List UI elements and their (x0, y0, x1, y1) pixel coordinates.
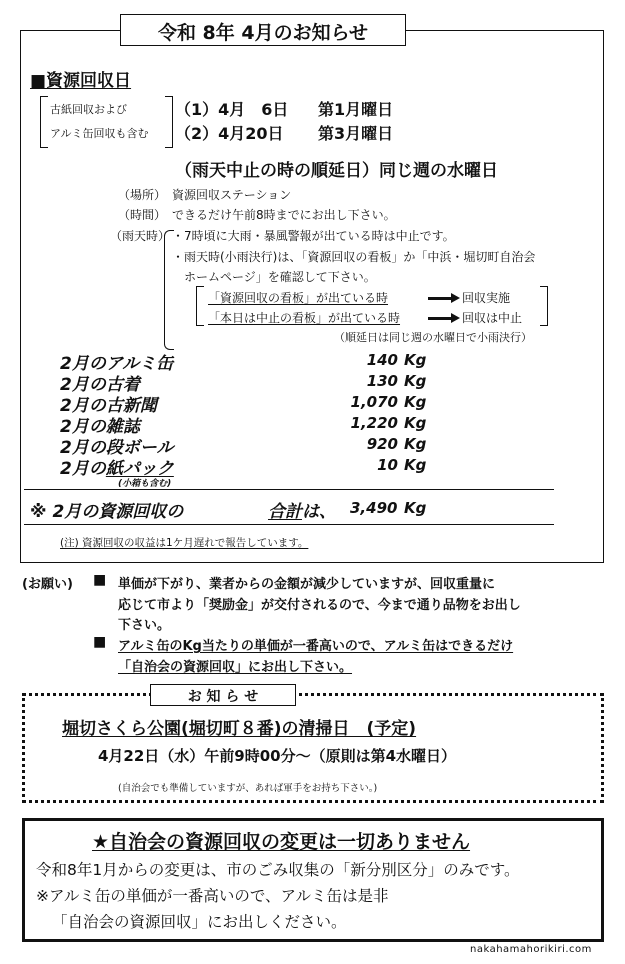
total-label (268, 497, 336, 522)
sign-bracket-right (540, 286, 548, 326)
rain-note: （雨天中止の時の順延日）同じ週の水曜日 (175, 161, 498, 181)
date-1-week: 第1月曜日 (318, 100, 394, 119)
total-rule-bottom (24, 524, 554, 525)
sign-1: 「資源回収の看板」が出ている時 (208, 291, 389, 305)
date-1: （1）4月 6日 (175, 100, 289, 119)
arrow-icon-2 (428, 317, 452, 320)
paper-label-2: アルミ缶回収も含む (50, 127, 149, 140)
paper-label-bracket (40, 96, 48, 148)
collection-unit-magazine: Kg (404, 414, 427, 432)
change-notice-title: ★自治会の資源回収の変更は一切ありません (92, 831, 471, 853)
sign-2-result: 回収は中止 (462, 311, 523, 325)
collection-unit-newspaper: Kg (404, 393, 427, 411)
collection-unit-clothes: Kg (404, 372, 427, 390)
collection-label-cardboard: 2月の段ボール (60, 438, 174, 458)
total-word: 合計 (268, 502, 302, 522)
collection-label-carton-prefix: 2月の (60, 459, 106, 479)
total-rule (24, 489, 554, 490)
footer-url[interactable]: nakahamahorikiri.com (470, 944, 592, 955)
date-2: （2）4月20日 (175, 124, 284, 143)
collection-unit-cardboard: Kg (404, 435, 427, 453)
postpone-note: （順延日は同じ週の水曜日で小雨決行） (334, 331, 532, 344)
time-label: （時間） (118, 208, 167, 222)
total-prefix: ※ 2月の資源回収の (30, 502, 184, 522)
section-heading: ■資源回収日 (30, 71, 132, 91)
change-notice-line-3: 「自治会の資源回収」にお出しください。 (52, 913, 347, 931)
bullet-icon-1: ■ (93, 572, 107, 588)
total-value: 3,490 (350, 499, 398, 517)
collection-label-newspaper: 2月の古新聞 (60, 396, 157, 416)
sign-2: 「本日は中止の看板」が出ている時 (208, 311, 401, 325)
collection-label-clothes: 2月の古着 (60, 375, 140, 395)
total-unit: Kg (404, 499, 427, 517)
rain-line-3: ホームページ」を確認して下さい。 (184, 270, 376, 284)
announcement-date: 4月22日（水）午前9時00分～（原則は第4水曜日） (98, 747, 457, 765)
collection-value-clothes: 130 (366, 372, 398, 390)
request-bullet-2-line-2: 「自治会の資源回収」にお出し下さい。 (118, 660, 353, 675)
date-2-week: 第3月曜日 (318, 124, 394, 143)
arrow-icon-1 (428, 297, 452, 300)
announcement-note: (自治会でも準備していますが、あれば軍手をお持ち下さい。) (118, 783, 378, 794)
collection-label-carton-underlined: 紙パック (105, 459, 174, 479)
rain-label: （雨天時） (110, 229, 171, 243)
place-label: （場所） (118, 188, 167, 202)
notice-title: 令和 8年 4月のお知らせ (157, 22, 369, 44)
announcement-title: 堀切さくら公園(堀切町８番)の清掃日 (予定) (62, 719, 417, 739)
collection-unit-aluminum: Kg (404, 351, 427, 369)
request-bullet-1-line-2: 応じて市より「奨励金」が交付されるので、今まで通り品物をお出し (118, 598, 521, 613)
collection-value-carton: 10 (377, 456, 398, 474)
total-suffix: は、 (302, 502, 336, 522)
sign-bracket-left (196, 286, 204, 326)
collection-label-magazine: 2月の雑誌 (60, 417, 140, 437)
footnote: (注) 資源回収の収益は1ケ月遅れで報告しています。 (60, 537, 309, 549)
collection-label-aluminum: 2月のアルミ缶 (60, 354, 174, 374)
collection-value-newspaper: 1,070 (350, 393, 398, 411)
sign-1-result: 回収実施 (462, 291, 511, 305)
change-notice-line-2: ※アルミ缶の単価が一番高いので、アルミ缶は是非 (36, 887, 389, 905)
collection-value-aluminum: 140 (366, 351, 398, 369)
bullet-icon-2: ■ (93, 634, 107, 650)
request-bullet-1-line-1: 単価が下がり、業者からの金額が減少していますが、回収重量に (118, 577, 496, 592)
time-value: できるだけ午前8時までにお出し下さい。 (172, 208, 396, 222)
change-notice-line-1: 令和8年1月からの変更は、市のごみ収集の「新分別区分」のみです。 (36, 861, 520, 879)
announcement-tab: お 知 ら せ (187, 689, 259, 705)
paper-label-1: 古紙回収および (50, 103, 127, 116)
place-value: 資源回収ステーション (172, 188, 292, 202)
request-bullet-1-line-3: 下さい。 (118, 618, 171, 633)
collection-value-magazine: 1,220 (350, 414, 398, 432)
request-bullet-2-line-1: アルミ缶のKg当たりの単価が一番高いので、アルミ缶はできるだけ (118, 639, 514, 654)
rain-line-2: ・雨天時(小雨決行)は、「資源回収の看板」か「中浜・堀切町自治会 (172, 250, 536, 264)
paper-label-bracket-right (165, 96, 173, 148)
carton-note: (小箱も含む) (118, 479, 172, 489)
request-label: (お願い) (22, 577, 73, 592)
rain-line-1: ・7時頃に大雨・暴風警報が出ている時は中止です。 (172, 229, 455, 243)
collection-unit-carton: Kg (404, 456, 427, 474)
collection-value-cardboard: 920 (366, 435, 398, 453)
